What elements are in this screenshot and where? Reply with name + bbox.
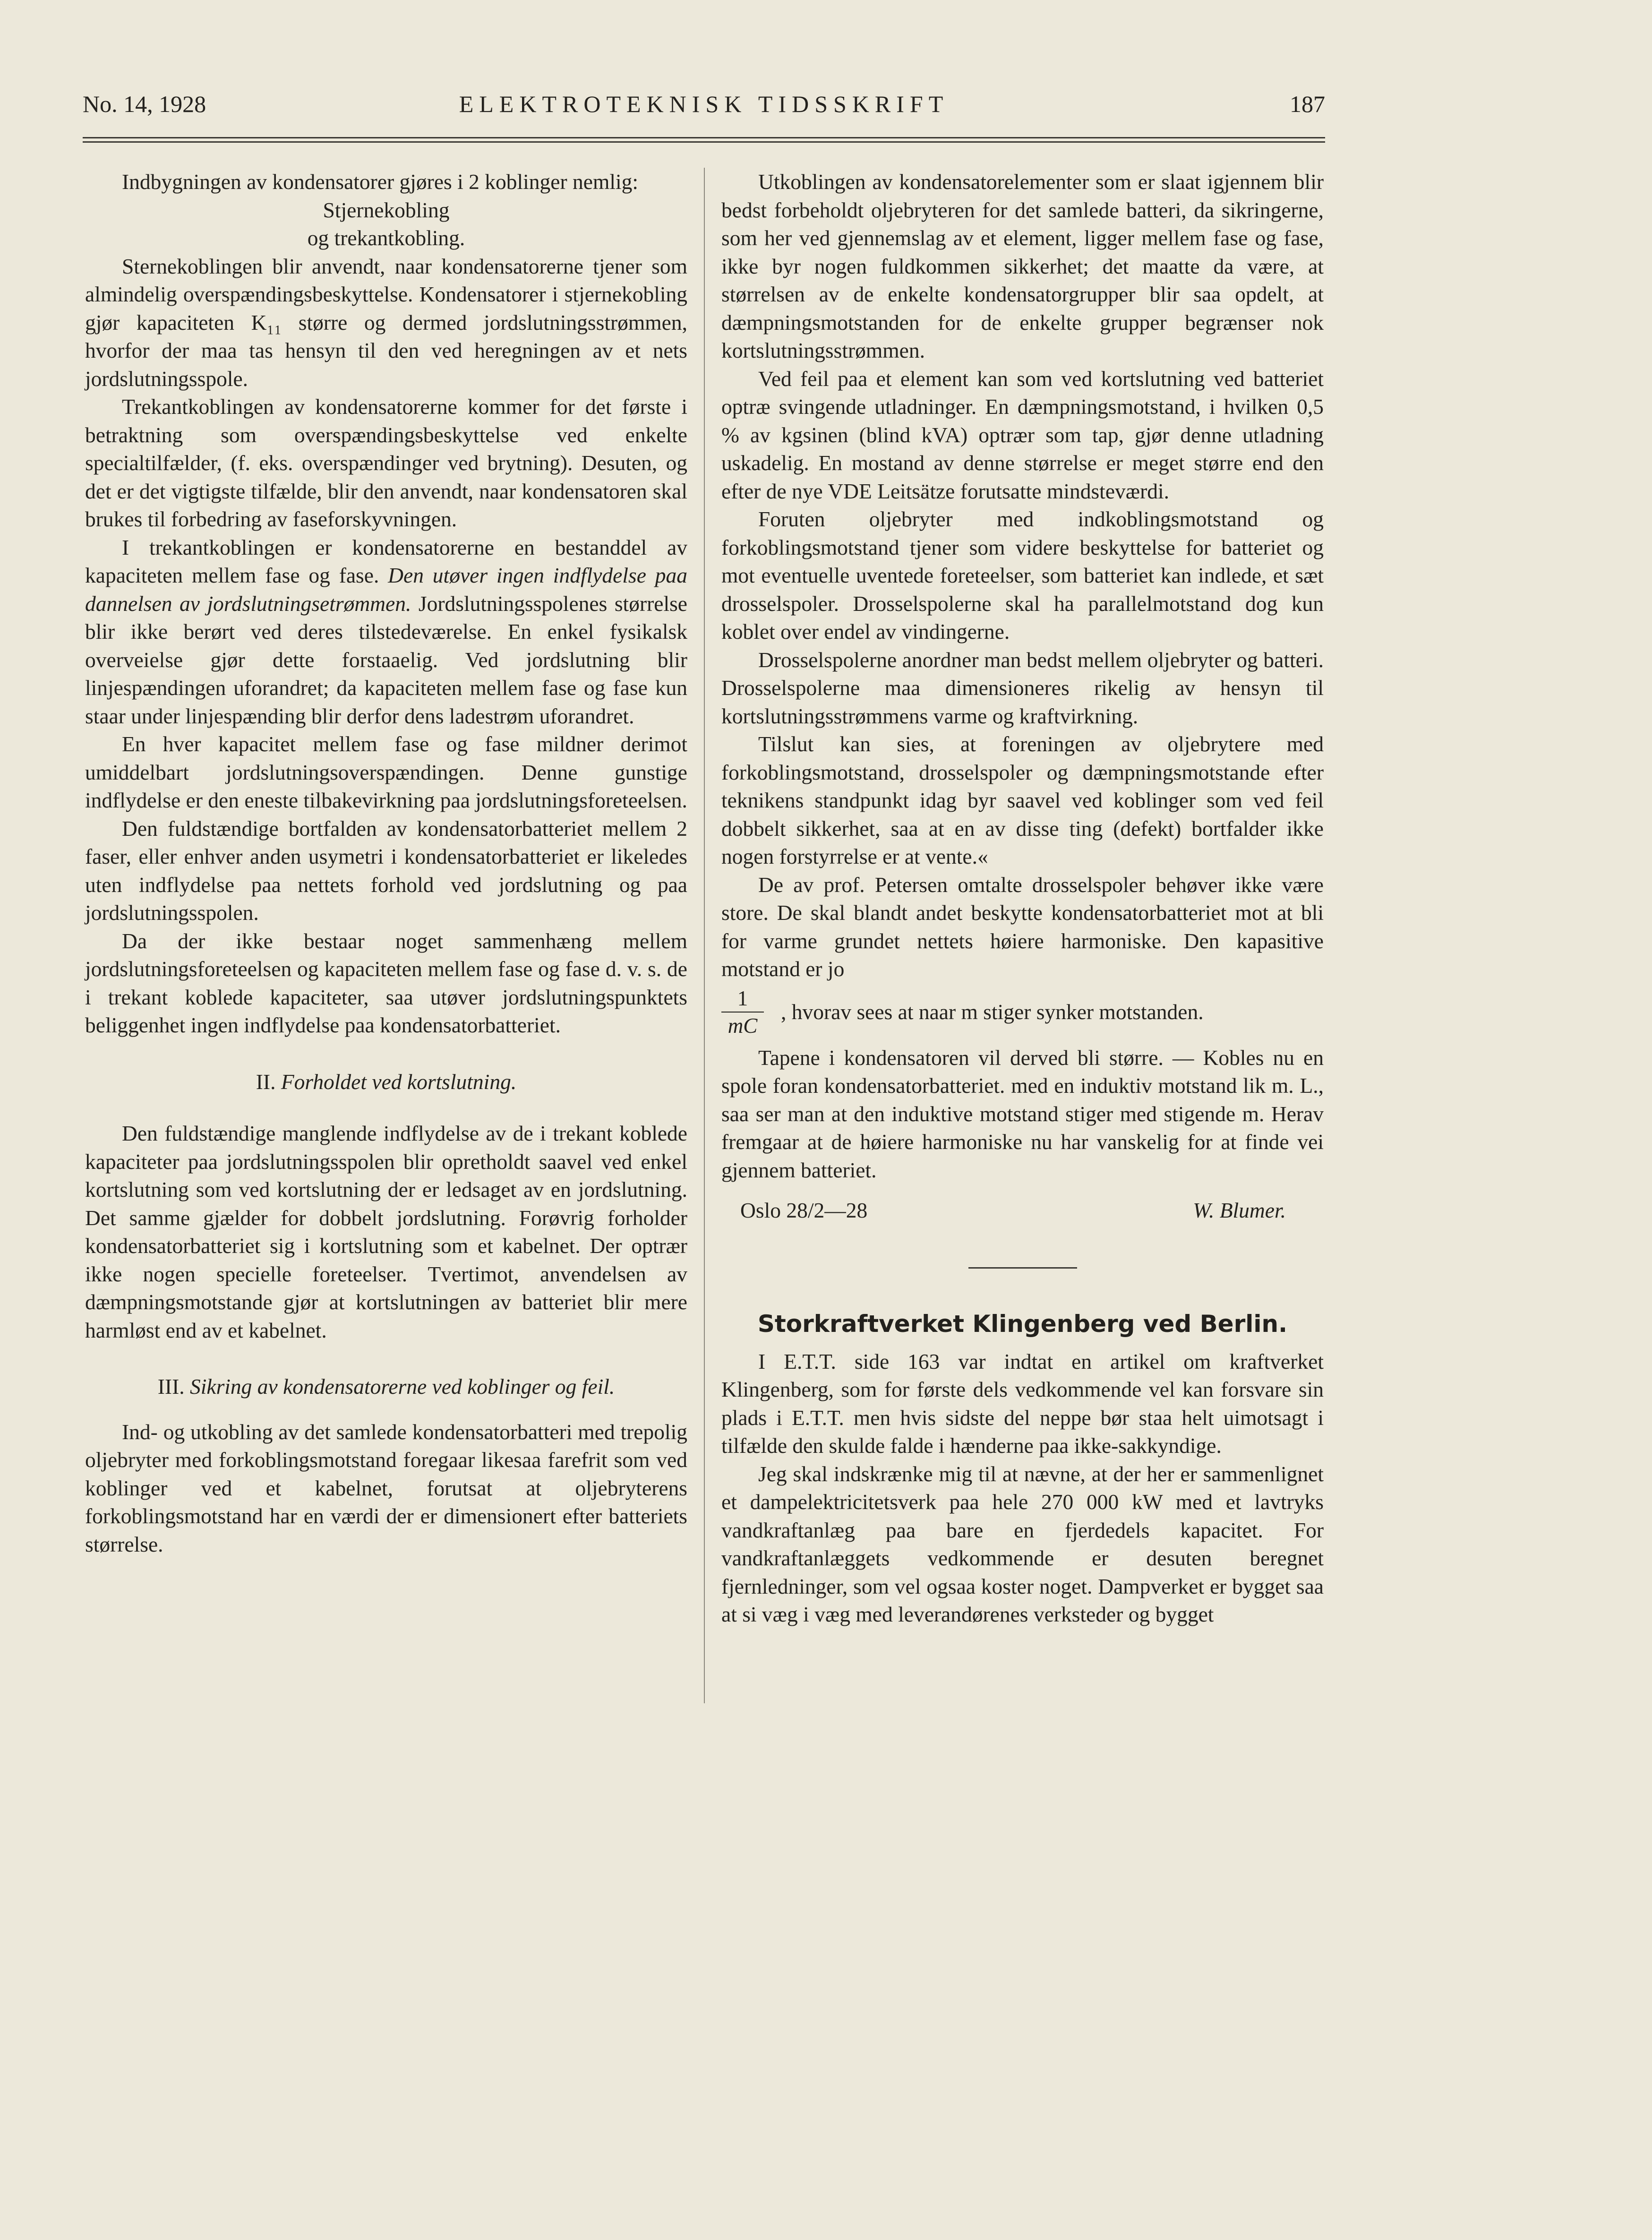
section-heading	[85, 1068, 687, 1096]
section-title: Forholdet ved kortslutning.	[281, 1069, 517, 1094]
paragraph: Indbygningen av kondensatorer gjøres i 2 koblinger nemlig:	[122, 170, 639, 194]
paragraph: Jeg skal indskrænke mig til at nævne, at der her er sammenlignet et dampelektricitetsverk paa hele 270 000 kW med et lavtryks vandkraftanlæg paa bare en fjerdedels kapacitet. For vandkraftanlæggets vedkommende er desuten beregnet fjernledninger, som vel ogsaa koster noget. Dampverket er bygget saa at si væg i væg med leverandørenes verksteder og bygget	[721, 1461, 1324, 1626]
header-rule	[83, 137, 1325, 143]
page-header	[83, 87, 1325, 120]
paragraph: Trekantkoblingen av kondensatorerne kommer for det første i betraktning som overspændingsbeskyttelse ved enkelte specialtilfælder, (f. eks. overspændinger ved brytning). Desuten, og det er det vigtigste tilfælde, blir den anvendt, naar kondensatoren skal brukes til forbedring av faseforskyvningen.	[85, 395, 687, 531]
paragraph: Da der ikke bestaar noget sammenhæng mellem jordslutningsforeteelsen og kapaciteten mellem fase og fase d. v. s. de i trekant koblede kapaciteter, saa utøver jordslutningspunktets beliggenhet ingen indflydelse paa kondensatorbatteriet.	[85, 928, 687, 1037]
fraction-numerator: 1	[721, 985, 764, 1013]
section-number: III.	[157, 1374, 185, 1399]
article-title: Storkraftverket Klingenberg ved Berlin.	[757, 1310, 1288, 1338]
paragraph: Den fuldstændige manglende indflydelse av de i trekant koblede kapaciteter paa jordslutningsspolen blir opretholdt saavel ved enkel kortslutning som ved kortslutning der er ledsaget av en jordslutning. Det samme gjælder for dobbelt jordslutning. Forøvrig forholder kondensatorbatteriet sig i kortslutning som et kabelnet. Der optrær ikke nogen specielle foreteelser. Tvertimot, anvendelsen av dæmpningsmotstande gjør at kortslutningen av batteriet blir mere harmløst end av et kabelnet.	[85, 1121, 687, 1342]
formula-text: , hvorav sees at naar m stiger synker motstanden.	[781, 999, 1204, 1024]
column-divider	[704, 168, 705, 1703]
paragraph: En hver kapacitet mellem fase og fase mildner derimot umiddelbart jordslutningsoverspændingen. Denne gunstige indflydelse er den eneste tilbakevirkning paa jordslutningsforeteelsen.	[85, 732, 687, 812]
paragraph: Ind- og utkobling av det samlede kondensatorbatteri med trepolig oljebryter med forkoblingsmotstand foregaar likesaa farefrit som ved koblinger ved et kabelnet, forutsat at oljebryterens forkoblingsmotstand har en værdi der er dimensionert efter batteriets størrelse.	[85, 1419, 687, 1556]
paragraph-text: Jordslutningsspolenes størrelse blir ikke berørt ved deres tilstedeværelse. En enkel fysikalsk overveielse gjør dette forstaaelig. Ved jordslutning blir linjespændingen uforandret; da kapaciteten mellem fase og fase kun staar under linjespænding blir derfor dens ladestrøm uforandret.	[85, 591, 687, 728]
paragraph: Utkoblingen av kondensatorelementer som er slaat igjennem blir bedst forbeholdt oljebryteren for det samlede batteri, da sikringerne, som her ved gjennemslag av et element, ligger mellem fase og fase, ikke byr nogen fuldkommen sikkerhet; det maatte da være, at størrelsen av de enkelte kondensatorgrupper blir saa opdelt, at dæmpningsmotstanden for de enkelte grupper begrænser nok kortslutningsstrømmen.	[721, 170, 1324, 362]
issue-number: No. 14, 1928	[83, 91, 206, 117]
formula	[721, 985, 1324, 1039]
left-column	[85, 168, 687, 1558]
paragraph: I E.T.T. side 163 var indtat en artikel om kraftverket Klingenberg, som for første dels vedkommende vel kan forsvare sin plads i E.T.T. men hvis sidste del neppe bør staa helt uimotsagt i tilfælde den skulde falde i hænderne paa ikke-sakkyndige.	[721, 1349, 1324, 1458]
article-separator	[968, 1267, 1077, 1269]
paragraph: Sternekoblingen blir anvendt, naar kondensatorerne tjener som almindelig overspændingsbeskyttelse. Kondensatorer i stjernekobling gjør kapaciteten K₁₁ større og dermed jordslutningsstrømmen, hvorfor der maa tas hensyn til den ved heregningen av et nets jordslutningsspole.	[85, 254, 687, 391]
paragraph: Ved feil paa et element kan som ved kortslutning ved batteriet optræ svingende utladninger. En dæmpningsmotstand, i hvilken 0,5 % av kgsinen (blind kVA) optrær som tap, gjør denne utladning uskadelig. En mostand av denne størrelse er meget større end den efter de nye VDE Leitsätze forutsatte mindsteværdi.	[721, 366, 1324, 503]
list-item: og trekantkobling.	[307, 226, 465, 250]
paragraph: Foruten oljebryter med indkoblingsmotstand og forkoblingsmotstand tjener som videre beskyttelse for batteriet og mot eventuelle uventede foreteelser, som batteriet kan indlede, et sæt drosselspoler. Drosselspolerne skal ha parallelmotstand dog kun koblet over endel av vindingerne.	[721, 507, 1324, 644]
paragraph	[85, 533, 687, 730]
emphasis-text: Den utøver ingen indflydelse paa dannelsen av jordslutningsetrømmen.	[85, 563, 687, 616]
section-heading	[85, 1373, 687, 1401]
paragraph: Den fuldstændige bortfalden av kondensatorbatteriet mellem 2 faser, eller enhver anden usymetri i kondensatorbatteriet er likeledes uten indflydelse paa nettets forhold ved jordslutning og paa jordslutningsspolen.	[85, 816, 687, 925]
fraction-denominator: mC	[728, 1013, 758, 1038]
paragraph: Drosselspolerne anordner man bedst mellem oljebryter og batteri. Drosselspolerne maa dimensioneres rikelig av hensyn til kortslutningsstrømmens varme og kraftvirkning.	[721, 647, 1324, 728]
list-item: Stjernekobling	[323, 197, 450, 222]
right-column	[721, 168, 1324, 1629]
fraction	[721, 985, 764, 1039]
paragraph-text: I trekantkoblingen er kondensatorerne en bestanddel av kapaciteten mellem fase og fase.	[85, 535, 687, 587]
paragraph: De av prof. Petersen omtalte drosselspoler behøver ikke være store. De skal blandt andet beskytte kondensatorbatteriet mot at bli for varme grundet nettets høiere harmoniske. Den kapasitive motstand er jo	[721, 872, 1324, 981]
author-name: W. Blumer.	[1193, 1198, 1286, 1222]
journal-title: ELEKTROTEKNISK TIDSSKRIFT	[459, 91, 949, 117]
section-number: II.	[256, 1069, 276, 1094]
section-title: Sikring av kondensatorerne ved koblinger og feil.	[189, 1374, 615, 1399]
signature-line	[721, 1196, 1324, 1225]
paragraph: Tapene i kondensatoren vil derved bli større. — Kobles nu en spole foran kondensatorbatteriet. med en induktiv motstand lik m. L., saa ser man at den induktive motstand stiger med stigende m. Herav fremgaar at de høiere harmoniske nu har vanskelig for at finde vei gjennem batteriet.	[721, 1045, 1324, 1182]
paragraph: Tilslut kan sies, at foreningen av oljebrytere med forkoblingsmotstand, drosselspoler og dæmpningsmotstande efter teknikens standpunkt idag byr saavel ved koblinger som ved feil dobbelt sikkerhet, saa at en av disse ting (defekt) bortfalder ikke nogen forstyrrelse er at vente.«	[721, 732, 1324, 868]
place-date: Oslo 28/2—28	[740, 1198, 868, 1222]
page-number: 187	[1290, 91, 1325, 117]
